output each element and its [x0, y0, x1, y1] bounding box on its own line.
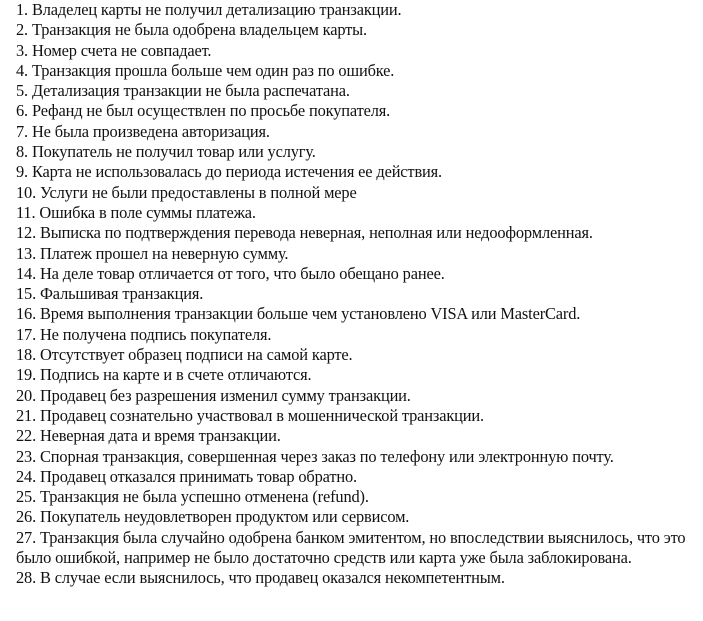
item-text: Фальшивая транзакция. — [40, 284, 204, 304]
item-text: Неверная дата и время транзакции. — [40, 426, 281, 446]
item-text: Выписка по подтверждения перевода неверная, неполная или недооформленная. — [40, 223, 593, 243]
item-text: Покупатель не получил товар или услугу. — [31, 142, 316, 162]
list-item — [16, 528, 700, 569]
item-text: Продавец отказался принимать товар обратно. — [40, 466, 357, 486]
item-number: 12. — [16, 223, 37, 243]
list-item — [16, 122, 700, 142]
item-text: Продавец без разрешения изменил сумму транзакции. — [40, 385, 411, 405]
list-item — [16, 244, 700, 264]
item-number: 17. — [16, 324, 37, 344]
item-number: 5. — [16, 81, 28, 101]
list-item — [16, 386, 700, 406]
list-item — [16, 264, 700, 284]
item-text: Транзакция не была успешно отменена (refund). — [40, 487, 369, 507]
list-item — [16, 162, 700, 182]
list-item — [16, 284, 700, 304]
item-text: На деле товар отличается от того, что было обещано ранее. — [40, 263, 445, 283]
item-number: 6. — [16, 101, 28, 121]
list-item — [16, 81, 700, 101]
item-number: 19. — [16, 365, 37, 385]
item-number: 26. — [16, 507, 37, 527]
item-number: 13. — [16, 243, 37, 263]
list-item — [16, 365, 700, 385]
list-item — [16, 487, 700, 507]
list-item — [16, 61, 700, 81]
item-text: Не была произведена авторизация. — [31, 121, 270, 141]
item-text: Владелец карты не получил детализацию транзакции. — [31, 0, 402, 19]
chargeback-reasons-list — [16, 0, 700, 589]
list-item — [16, 447, 700, 467]
list-item — [16, 568, 700, 588]
list-item — [16, 406, 700, 426]
list-item — [16, 507, 700, 527]
list-item — [16, 426, 700, 446]
item-text: Продавец сознательно участвовал в мошеннической транзакции. — [40, 405, 484, 425]
item-text: Время выполнения транзакции больше чем установлено VISA или MasterCard. — [40, 304, 581, 324]
list-item — [16, 41, 700, 61]
item-number: 11. — [16, 202, 36, 222]
list-item — [16, 345, 700, 365]
item-text: Карта не использовалась до периода истечения ее действия. — [31, 162, 442, 182]
item-number: 4. — [16, 60, 28, 80]
list-item — [16, 203, 700, 223]
item-number: 15. — [16, 284, 37, 304]
item-number: 25. — [16, 487, 37, 507]
item-number: 18. — [16, 345, 37, 365]
item-text: Не получена подпись покупателя. — [40, 324, 272, 344]
list-item — [16, 0, 700, 20]
item-number: 20. — [16, 385, 37, 405]
item-number: 16. — [16, 304, 37, 324]
list-item — [16, 20, 700, 40]
item-number: 22. — [16, 426, 37, 446]
item-number: 2. — [16, 20, 28, 40]
item-text: Рефанд не был осуществлен по просьбе покупателя. — [31, 101, 391, 121]
list-item — [16, 467, 700, 487]
item-number: 1. — [16, 0, 28, 19]
item-number: 10. — [16, 182, 37, 202]
item-text: Покупатель неудовлетворен продуктом или сервисом. — [40, 507, 410, 527]
item-number: 21. — [16, 405, 37, 425]
item-number: 24. — [16, 466, 37, 486]
list-item — [16, 223, 700, 243]
item-number: 14. — [16, 263, 37, 283]
list-item — [16, 183, 700, 203]
item-text: В случае если выяснилось, что продавец оказался некомпетентным. — [40, 568, 505, 588]
item-text: Подпись на карте и в счете отличаются. — [40, 365, 312, 385]
item-number: 8. — [16, 142, 28, 162]
item-text: Ошибка в поле суммы платежа. — [39, 202, 256, 222]
list-item — [16, 304, 700, 324]
item-text: Платеж прошел на неверную сумму. — [40, 243, 289, 263]
item-text: Транзакция прошла больше чем один раз по ошибке. — [31, 60, 395, 80]
item-text: Спорная транзакция, совершенная через заказ по телефону или электронную почту. — [40, 446, 614, 466]
item-number: 3. — [16, 40, 28, 60]
item-number: 23. — [16, 446, 37, 466]
list-item — [16, 101, 700, 121]
list-item — [16, 142, 700, 162]
item-text: Детализация транзакции не была распечатана. — [31, 81, 350, 101]
item-text: Отсутствует образец подписи на самой карте. — [40, 345, 353, 365]
list-item — [16, 325, 700, 345]
item-text: Номер счета не совпадает. — [31, 40, 212, 60]
item-text: Транзакция не была одобрена владельцем карты. — [31, 20, 367, 40]
item-text: Услуги не были предоставлены в полной мере — [40, 182, 357, 202]
item-number: 27. — [16, 527, 37, 547]
item-number: 28. — [16, 568, 37, 588]
item-number: 9. — [16, 162, 28, 182]
item-text: Транзакция была случайно одобрена банком эмитентом, но впоследствии выяснилось, что это было ошибкой, например не было достаточно средств или карта уже была заблокирована. — [16, 527, 686, 568]
item-number: 7. — [16, 121, 28, 141]
